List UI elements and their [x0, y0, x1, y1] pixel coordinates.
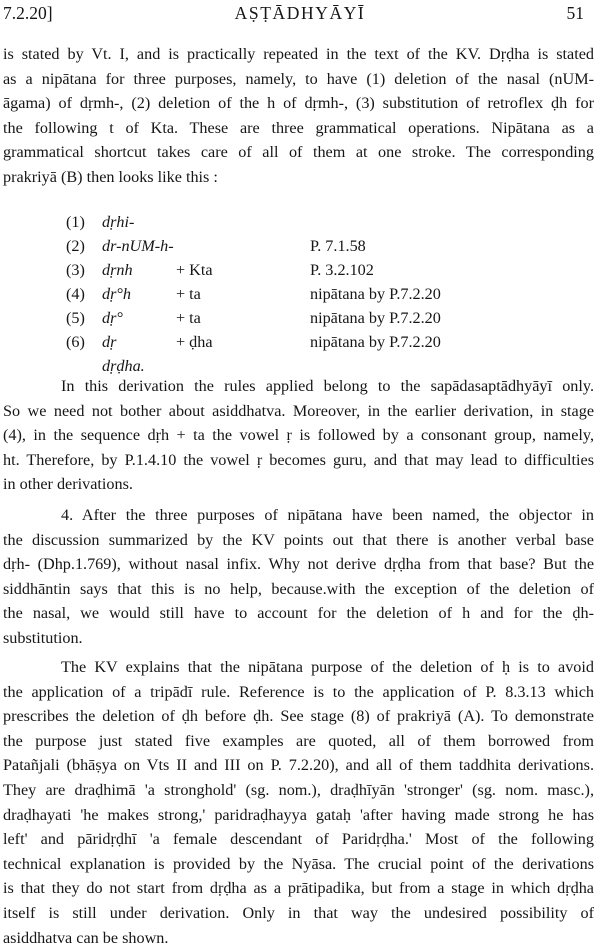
stage-rule: P. 3.2.102	[310, 261, 374, 279]
derivation-row	[0, 333, 600, 357]
page-number: 51	[566, 3, 584, 23]
stage-number: (3)	[66, 261, 85, 279]
text-line: prescribes the deletion of ḍh before ḍh. See stage (8) of prakriyā (A). To demonstrate	[3, 707, 594, 726]
text-line: left' and pāridṛḍhī 'a female descendant of Paridṛḍha.' Most of the following	[3, 830, 594, 849]
text-line: 4. After the three purposes of nipātana have been named, the objector in	[61, 506, 594, 524]
derivation-row	[0, 237, 600, 261]
stage-suffix: + ta	[176, 309, 201, 327]
stage-rule: P. 7.1.58	[310, 237, 366, 255]
stage-number: (4)	[66, 285, 85, 303]
text-line: in other derivations.	[3, 475, 133, 494]
stage-rule: nipātana by P.7.2.20	[310, 285, 441, 303]
text-line: (4), in the sequence dṛh + ta the vowel ṛ is followed by a consonant group, namely,	[3, 426, 594, 445]
derivation-row	[0, 309, 600, 333]
stage-suffix: + ḍha	[176, 333, 213, 351]
text-line: the purpose just stated five examples are quoted, all of them borrowed from	[3, 731, 594, 750]
text-line: draḍhayati 'he makes strong,' paridraḍhayya gataḥ 'after having made strong he has	[3, 805, 594, 824]
text-line: They are draḍhimā 'a stronghold' (sg. nom.), draḍhīyān 'stronger' (sg. nom. masc.),	[3, 780, 594, 799]
paragraph-4	[3, 655, 594, 950]
text-line: the discussion summarized by the KV points out that there is another verbal base	[3, 530, 594, 549]
stage-number: (5)	[66, 309, 85, 327]
stage-form: dṛ°	[102, 309, 123, 327]
text-line: asiddhatva can be shown.	[3, 928, 169, 947]
text-line: siddhāntin says that this is no help, because.with the exception of the deletion of	[3, 579, 594, 598]
text-line: āgama) of dṛmh-, (2) deletion of the h of dṛmh-, (3) substitution of retroflex ḍh for	[3, 94, 594, 113]
running-header	[0, 2, 600, 28]
text-line: grammatical shortcut takes care of all of them at one stroke. The corresponding	[3, 143, 594, 162]
stage-number: (2)	[66, 237, 85, 255]
text-line: technical explanation is provided by the Nyāsa. The crucial point of the derivations	[3, 854, 594, 873]
paragraph-3	[3, 503, 594, 651]
text-line: The KV explains that the nipātana purpose of the deletion of ḥ is to avoid	[61, 658, 594, 676]
text-line: the application of a tripādī rule. Reference is to the application of P. 8.3.13 which	[3, 682, 594, 701]
running-title: AṢṬĀDHYĀYĪ	[234, 3, 366, 23]
stage-form: dṛḍha.	[102, 357, 145, 375]
text-line: substitution.	[3, 628, 83, 647]
stage-form: dṛnh	[102, 261, 133, 279]
text-line: is that they do not start from dṛḍha as a prātipadika, but from a stage in which dṛḍha	[3, 879, 594, 898]
stage-number: (1)	[66, 213, 85, 231]
text-line: the nasal, we would still have to account for the deletion of h and for the ḍh-	[3, 604, 594, 623]
stage-rule: nipātana by P.7.2.20	[310, 333, 441, 351]
derivation-row	[0, 285, 600, 309]
text-line: So we need not bother about asiddhatva. Moreover, in the earlier derivation, in stage	[3, 401, 594, 420]
derivation-row	[0, 261, 600, 285]
derivation-row	[0, 213, 600, 237]
text-line: itself is still under derivation. Only in that way the undesired possibility of	[3, 903, 594, 922]
text-line: as a nipātana for three purposes, namely, to have (1) deletion of the nasal (nUM-	[3, 69, 594, 88]
stage-suffix: + ta	[176, 285, 201, 303]
text-line: is stated by Vt. I, and is practically repeated in the text of the KV. Dṛḍha is stated	[3, 45, 594, 63]
section-reference: 7.2.20]	[3, 3, 53, 23]
stage-suffix: + Kta	[176, 261, 213, 279]
stage-form: dṛhi-	[102, 213, 135, 231]
stage-form: dr-nUM-h-	[102, 237, 174, 255]
text-line: prakriyā (B) then looks like this :	[3, 167, 218, 186]
text-line: ht. Therefore, by P.1.4.10 the vowel ṛ becomes guru, and that may lead to difficulties	[3, 450, 594, 469]
paragraph-1	[3, 42, 594, 190]
stage-form: dṛ°h	[102, 285, 131, 303]
text-line: the following t of Kta. These are three grammatical operations. Nipātana as a	[3, 118, 594, 137]
text-line: Patañjali (bhāṣya on Vts II and III on P. 7.2.20), and all of them taddhita derivations.	[3, 756, 594, 775]
paragraph-2	[3, 374, 594, 497]
stage-number: (6)	[66, 333, 85, 351]
text-line: dṛh- (Dhp.1.769), without nasal infix. Why not derive dṛḍha from that base? But the	[3, 555, 594, 574]
text-line: In this derivation the rules applied belong to the sapādasaptādhyāyī only.	[61, 377, 594, 395]
stage-form: dṛ	[102, 333, 117, 351]
stage-rule: nipātana by P.7.2.20	[310, 309, 441, 327]
